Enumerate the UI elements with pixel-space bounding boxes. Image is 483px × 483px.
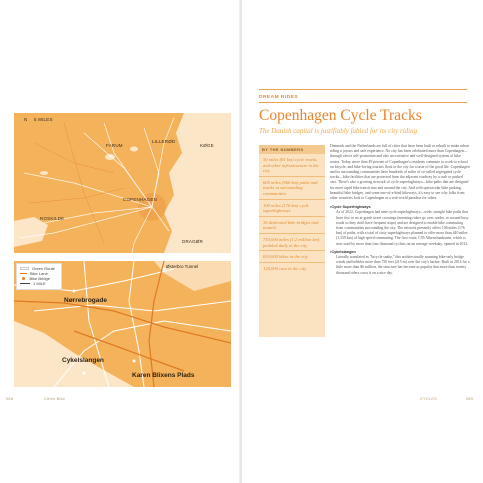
map-label-lillerod: LILLERØD xyxy=(152,139,176,144)
map-label-osterbro: Østerbro Tunnel xyxy=(166,264,199,269)
left-page xyxy=(0,0,241,483)
map-label-dragor: DRAGØR xyxy=(182,239,203,244)
top-rule xyxy=(259,89,467,90)
map-label-roskilde: ROSKILDE xyxy=(40,216,65,221)
city-map xyxy=(14,261,231,387)
map-label-norrebrogade: Nørrebrogade xyxy=(64,297,107,304)
north-arrow-label: N xyxy=(24,117,28,122)
stat-item: 750,000 miles (1.2 million km) pedaled daily in the city xyxy=(259,237,325,251)
stat-item: 100 miles (176 km) cycle superhighways xyxy=(259,203,325,217)
bullet-cykelslangen xyxy=(330,250,470,276)
left-running-title: Cities Bike xyxy=(44,397,66,401)
map-label-cykelslangen: Cykelslangen xyxy=(62,357,104,364)
article-title: Copenhagen Cycle Tracks xyxy=(259,107,422,124)
by-the-numbers-sidebar xyxy=(259,145,325,337)
map-label-copenhagen: COPENHAGEN xyxy=(123,197,158,202)
legend-green-route: Green Route xyxy=(32,266,55,271)
regional-map-drawing xyxy=(14,113,231,253)
bullet-text: Literally translated as "bicycle snake," this architecturally stunning bike-only bridge winds and bobbles more than 750 feet (215 m) over the city's harbor. Built in 2014 for a little more than $6 million, the structure has become as popular that more than twenty thousand riders cross it on a nice day. xyxy=(336,255,470,275)
scale-bar xyxy=(20,283,30,284)
map-label-karen-blixens: Karen Blixens Plads xyxy=(132,372,195,379)
bullet-title: • Cykelslangen xyxy=(330,250,470,255)
sidebar-heading: BY THE NUMBERS xyxy=(259,145,325,154)
map-label-koge: KØGE xyxy=(200,143,214,148)
section-rule xyxy=(259,102,467,103)
stat-item: 120,000 cars in the city xyxy=(263,265,307,271)
article-subtitle: The Danish capital is justifiably fabled for its city riding xyxy=(259,127,418,135)
legend-bike-bridge: Bike Bridge xyxy=(29,276,50,281)
stat-item: 650,000 bikes in the city xyxy=(259,254,325,263)
legend-scale: 1 MILE xyxy=(33,281,46,286)
section-label: DREAM RIDES xyxy=(259,95,299,100)
bike-lane-swatch xyxy=(20,273,27,275)
left-page-number: 088 xyxy=(6,397,14,401)
map-label-farum: FARUM xyxy=(106,143,123,148)
regional-map xyxy=(14,113,231,253)
bullet-superhighways xyxy=(330,205,470,247)
green-route-swatch xyxy=(20,267,29,271)
stat-item: 50 miles (81 km) cycle tracks and other infrastructure in the city xyxy=(259,157,325,177)
scale-label: 5 MILES xyxy=(34,117,53,122)
bike-bridge-marker-icon xyxy=(22,277,25,280)
legend-bike-lane: Bike Lane xyxy=(30,271,48,276)
article-body xyxy=(330,144,470,279)
stat-item: 600 miles (966 km) paths and tracks in surrounding communities xyxy=(259,180,325,200)
right-page-number: 089 xyxy=(466,397,474,401)
stat-item: 16 dedicated bike bridges and tunnels xyxy=(259,220,325,234)
bullet-title: • Cycle Superhighways xyxy=(330,205,470,210)
bullet-text: As of 2022, Copenhagen had nine cycle superhighways—wide, straight bike paths that have few or no at-grade street crossings (meaning riders go over, under, or around busy roads so they don't have frequent stops) and are designed to enable bike commuting from communities surrounding the city. The network presently offers 106 miles (176 km) of paths, with a total of sixty superhighways planned to offer more than 440 miles (1,339 km) of high-speed commuting. The first route, C95 Albertslundruten, which is now used by more than four thousand cyclists on an average weekday, opened in 2012. xyxy=(336,210,469,246)
map-legend xyxy=(16,263,62,290)
right-running-section: CYCLES xyxy=(420,397,437,401)
intro-paragraph: Denmark and the Netherlands are full of cities that have been built or rebuilt to make urban riding a joyous and safe experience. No city has been celebrated more than Copenhagen—through clever self-promotion and also an extensive and well-designed system of bike routes. Today, more than 49 percent of Copenhagen's residents commute to work or school on bicycle, and bike-loving tourists flock to the city for a taste of the good life. Copenhagen and its surrounding communities have hundreds of miles of so-called segregated cycle tracks—bike facilities that are protected from the adjacent roadway by a curb or parked cars. There's also a growing network of cycle superhighways—bike paths that are designed for more rapid bike transit into and around the city. And with spectacular bike parking, beautiful bike bridges, and some one-of-a-kind bikeways, it's easy to see why folks from other countries look to Copenhagen as a real-world paradise for riders. xyxy=(330,144,470,201)
